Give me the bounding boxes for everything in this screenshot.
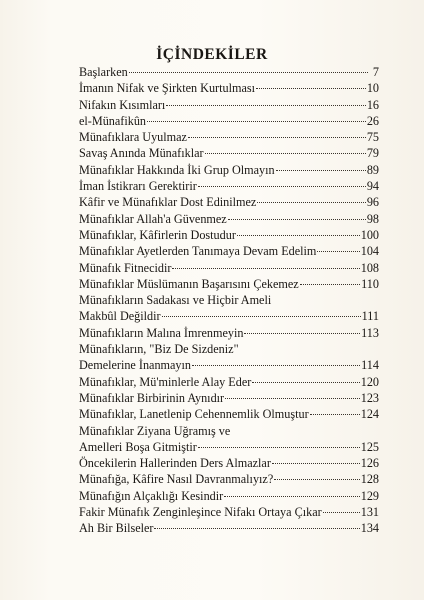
toc-entry: [79, 520, 379, 536]
toc-entry-title: İman İstikrarı Gerektirir: [79, 179, 197, 194]
toc-entry-row: [79, 406, 379, 422]
toc-entry-page-number: 26: [366, 113, 379, 128]
toc-entry-page-number: 113: [361, 325, 379, 340]
toc-entry: [79, 129, 379, 145]
toc-entry-page-number: 16: [366, 97, 379, 112]
toc-entry-row: [79, 504, 379, 520]
toc-entry-page-number: 134: [360, 521, 379, 536]
toc-entry: [79, 471, 379, 487]
dot-leader: [198, 186, 366, 187]
toc-entry: [79, 162, 379, 178]
toc-entry-row: [79, 194, 379, 210]
toc-entry-title: Münafıklar, Lanetlenip Cehennemlik Olmuştur: [79, 407, 309, 422]
toc-entry-row: [79, 488, 379, 504]
page-title: İÇİNDEKİLER: [156, 46, 268, 63]
toc-entry-page-number: 114: [361, 358, 379, 373]
dot-leader: [252, 382, 359, 383]
toc-entry-title: Münafıklar Hakkında İki Grup Olmayın: [79, 162, 275, 177]
toc-entry: [79, 64, 379, 80]
toc-entry: [79, 97, 379, 113]
toc-entry-page-number: 124: [360, 407, 379, 422]
toc-entry-page-number: 75: [366, 130, 379, 145]
toc-entry-title: Fakir Münafık Zenginleşince Nifakı Ortaya Çıkar: [79, 505, 322, 520]
toc-entry: [79, 390, 379, 406]
dot-leader: [198, 447, 360, 448]
toc-entry-page-number: 10: [366, 81, 379, 96]
toc-entry-row: [79, 80, 379, 96]
toc-entry-page-number: 7: [372, 65, 379, 79]
toc-entry-page-number: 120: [360, 374, 379, 389]
toc-entry-row: [79, 113, 379, 129]
dot-leader: [310, 414, 360, 415]
toc-entry-row: [79, 64, 379, 80]
toc-entry-title: Münafıklar, Mü'minlerle Alay Eder: [79, 374, 252, 389]
dot-leader: [188, 137, 366, 138]
toc-entry-row: [79, 129, 379, 145]
toc-entry: [79, 292, 379, 325]
toc-entry: [79, 243, 379, 259]
toc-entry-title: Kâfir ve Münafıklar Dost Edinilmez: [79, 195, 257, 210]
toc-entry-page-number: 104: [360, 244, 379, 259]
toc-entry: [79, 406, 379, 422]
dot-leader: [166, 105, 366, 106]
toc-entry-page-number: 100: [360, 227, 379, 242]
toc-entry: [79, 455, 379, 471]
toc-entry-title: Öncekilerin Hallerinden Ders Almazlar: [79, 456, 271, 471]
toc-entry-page-number: 126: [360, 456, 379, 471]
toc-entry: [79, 374, 379, 390]
dot-leader: [257, 202, 365, 203]
toc-entry-title: Başlarken: [79, 65, 128, 79]
toc-entry-title: İmanın Nifak ve Şirkten Kurtulması: [79, 81, 256, 96]
toc-entry-row: [79, 357, 379, 373]
dot-leader: [272, 463, 360, 464]
toc-entry: [79, 80, 379, 96]
toc-entry-title: Ah Bir Bilseler: [79, 521, 154, 536]
toc-entry-row: [79, 178, 379, 194]
toc-entry-page-number: 123: [360, 390, 379, 405]
toc-entry-title-line: Münafıkların, "Biz De Sizdeniz": [79, 342, 239, 357]
dot-leader: [323, 512, 360, 513]
dot-leader: [225, 398, 360, 399]
dot-leader: [274, 479, 359, 480]
toc-entry-title: Münafıkların Malına İmrenmeyin: [79, 325, 244, 340]
dot-leader: [276, 170, 366, 171]
toc-entry: [79, 341, 379, 374]
toc-entry-row: [79, 455, 379, 471]
toc-entry-page-number: 79: [366, 146, 379, 161]
dot-leader: [228, 219, 366, 220]
toc-entry-row: [79, 390, 379, 406]
dot-leader: [224, 496, 360, 497]
toc-entry-page-number: 111: [361, 309, 379, 324]
dot-leader: [192, 365, 360, 366]
toc-entry-title: Münafıklar Ayetlerden Tanımaya Devam Edelim: [79, 244, 317, 259]
dot-leader: [237, 235, 360, 236]
toc-entry-page-number: 98: [366, 211, 379, 226]
toc-entry-title-line: Münafıkların Sadakası ve Hiçbir Ameli: [79, 293, 272, 308]
toc-entry-row: [79, 439, 379, 455]
toc-entry-row: [79, 471, 379, 487]
toc-entry-title: el-Münafikûn: [79, 113, 147, 128]
toc-entry-title: Makbûl Değildir: [79, 309, 161, 324]
toc-entry-row: [79, 227, 379, 243]
dot-leader: [300, 284, 360, 285]
toc-entry: [79, 211, 379, 227]
toc-entry: [79, 113, 379, 129]
toc-entry-title: Münafıklara Uyulmaz: [79, 130, 187, 145]
toc-entry: [79, 227, 379, 243]
toc-entry-title: Münafıklar Birbirinin Aynıdır: [79, 390, 225, 405]
toc-entry-row: [79, 308, 379, 324]
toc-entry-page-number: 110: [361, 276, 379, 291]
toc-entry-row: [79, 325, 379, 341]
toc-entry-page-number: 108: [360, 260, 379, 275]
toc-entry: [79, 325, 379, 341]
toc-entry-page-number: 128: [360, 472, 379, 487]
toc-entry: [79, 194, 379, 210]
toc-entry-title: Münafıklar Müslümanın Başarısını Çekemez: [79, 276, 299, 291]
toc-entry: [79, 178, 379, 194]
toc-entry-row: [79, 520, 379, 536]
toc-entry: [79, 488, 379, 504]
toc-entry-row: [79, 260, 379, 276]
dot-leader: [205, 153, 366, 154]
toc-entry-page-number: 131: [360, 505, 379, 520]
toc-entry-row: [79, 145, 379, 161]
toc-entry-title: Münafık Fitnecidir: [79, 260, 172, 275]
toc-entry: [79, 423, 379, 456]
toc-entry-page-number: 129: [360, 488, 379, 503]
toc-entry-title: Nifakın Kısımları: [79, 97, 166, 112]
toc-entry-page-number: 89: [366, 162, 379, 177]
toc-entry-title: Amelleri Boşa Gitmiştir: [79, 439, 197, 454]
toc-entry-title: Münafığın Alçaklığı Kesindir: [79, 488, 224, 503]
toc-entry-title: Münafıklar Allah'a Güvenmez: [79, 211, 227, 226]
toc-entry-row: [79, 97, 379, 113]
toc-entry-row: [79, 162, 379, 178]
toc-entry-title: Münafığa, Kâfire Nasıl Davranmalıyız?: [79, 472, 274, 487]
toc-entry-row: [79, 243, 379, 259]
dot-leader: [317, 251, 359, 252]
toc-entry: [79, 145, 379, 161]
toc-entry: [79, 276, 379, 292]
toc-entry: [79, 504, 379, 520]
toc-entry-row: [79, 374, 379, 390]
dot-leader: [244, 333, 360, 334]
toc-entry-page-number: 125: [360, 439, 379, 454]
dot-leader: [129, 72, 368, 73]
toc-entry-title-line: Münafıklar Ziyana Uğramış ve: [79, 423, 231, 438]
toc-entry-page-number: 96: [366, 195, 379, 210]
dot-leader: [147, 121, 366, 122]
toc-entry-page-number: 94: [366, 179, 379, 194]
toc-entry: [79, 260, 379, 276]
dot-leader: [172, 268, 359, 269]
toc-entry-row: [79, 211, 379, 227]
table-of-contents: [79, 64, 379, 537]
dot-leader: [256, 88, 366, 89]
toc-entry-title: Münafıklar, Kâfirlerin Dostudur: [79, 227, 236, 242]
dot-leader: [154, 528, 359, 529]
toc-entry-title: Demelerine İnanmayın: [79, 358, 192, 373]
toc-entry-row: [79, 276, 379, 292]
toc-entry-title: Savaş Anında Münafıklar: [79, 146, 204, 161]
dot-leader: [162, 316, 361, 317]
